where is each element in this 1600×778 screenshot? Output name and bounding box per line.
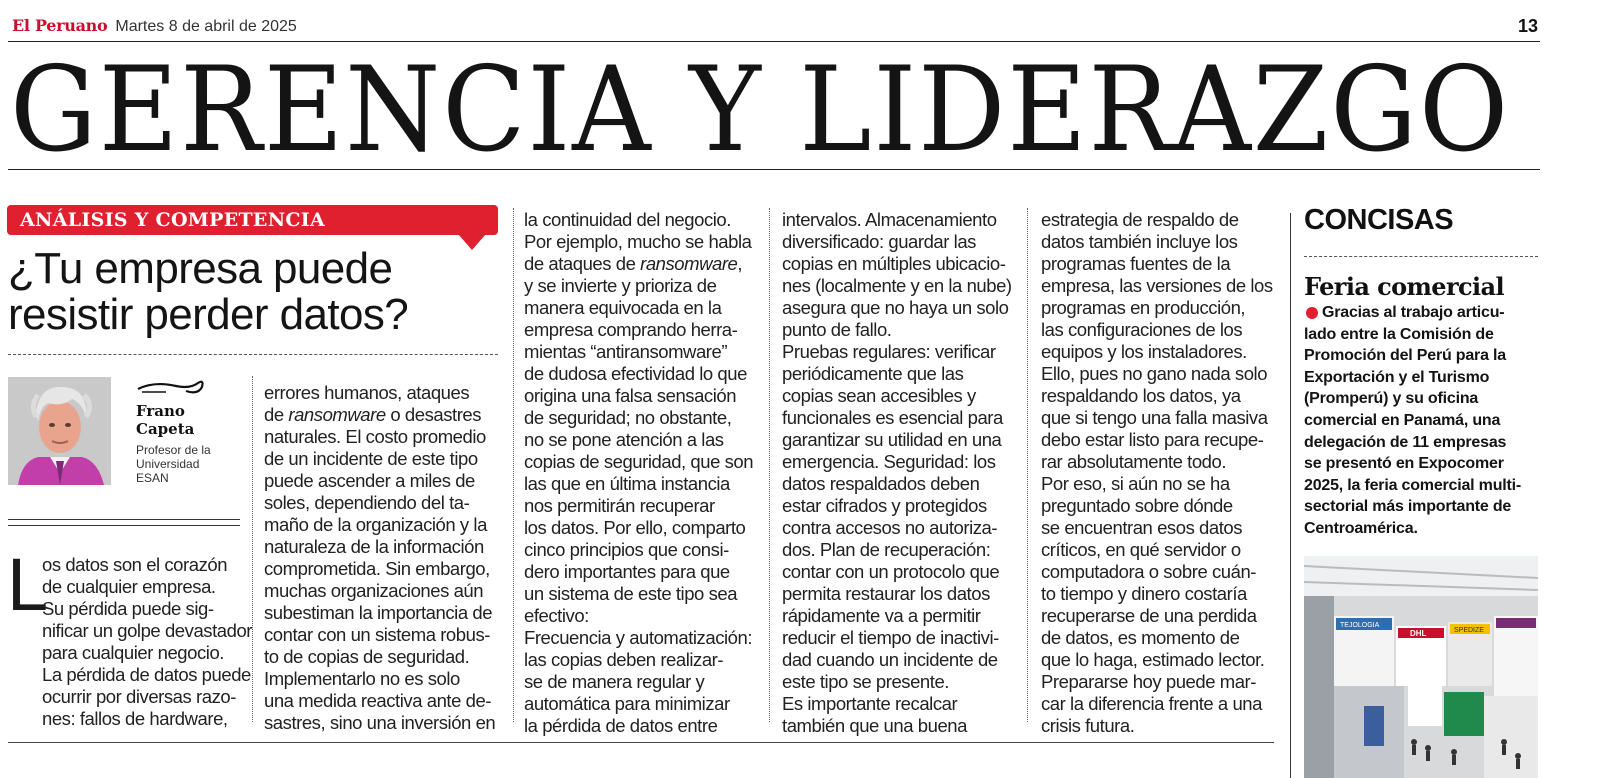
article-line: car la diferencia frente a una: [1041, 693, 1262, 714]
article-column-2: [264, 382, 495, 734]
article-line: que si tengo una falla masiva: [1041, 407, 1268, 428]
article-column-1: [42, 554, 252, 730]
sidebar-title-rule: [1304, 256, 1538, 257]
article-line: empresa comprando herra-: [524, 319, 738, 340]
article-line: intervalos. Almacenamiento: [782, 209, 997, 230]
article-line: dero importantes para que: [524, 561, 730, 582]
article-line: la continuidad del negocio.: [524, 209, 731, 230]
article-line: crisis futura.: [1041, 715, 1135, 736]
author-rule-bottom: [8, 525, 240, 526]
article-line: también que una buena: [782, 715, 967, 736]
article-line: la pérdida de datos entre: [524, 715, 718, 736]
article-line: para cualquier negocio.: [42, 642, 224, 663]
article-line: comprometida. Sin embargo,: [264, 558, 490, 579]
article-line: nificar un golpe devastador: [42, 620, 252, 641]
article-line: maño de la organización y la: [264, 514, 487, 535]
article-line: Por eso, si aún no se ha: [1041, 473, 1230, 494]
column-divider: [252, 376, 253, 722]
article-line: de ataques de ransomware,: [524, 253, 743, 274]
article-line: permita restaurar los datos: [782, 583, 990, 604]
sidebar-item-line: 2025, la feria comercial multi-: [1304, 476, 1522, 494]
article-line: funcionales es esencial para: [782, 407, 1003, 428]
masthead-logo: El Peruano: [12, 16, 108, 35]
column-divider: [1027, 208, 1028, 722]
article-column-3: [524, 209, 753, 737]
article-line: errores humanos, ataques: [264, 382, 470, 403]
issue-date: Martes 8 de abril de 2025: [115, 18, 297, 35]
article-line: recuperarse de una perdida: [1041, 605, 1257, 626]
sidebar-item-title: Feria comercial: [1304, 272, 1504, 301]
article-line: las que en última instancia: [524, 473, 730, 494]
sidebar-item-line: (Promperú) y su oficina: [1304, 390, 1479, 408]
article-line: efectivo:: [524, 605, 589, 626]
article-line: copias en múltiples ubicacio-: [782, 253, 1006, 274]
article-line: reducir el tiempo de inactivi-: [782, 627, 999, 648]
author-name-line: Frano: [136, 402, 185, 420]
author-role-line: ESAN: [136, 471, 169, 485]
article-line: de cualquier empresa.: [42, 576, 216, 597]
article-line: cinco principios que consi-: [524, 539, 729, 560]
pen-icon: [136, 377, 206, 402]
article-line: periódicamente que las: [782, 363, 964, 384]
author-rule-top: [8, 519, 240, 520]
sidebar-divider: [1290, 213, 1291, 778]
booth-banner: TEJOLOGIA: [1340, 622, 1380, 629]
article-line: este tipo se presente.: [782, 671, 949, 692]
article-line: mientas “antiransomware”: [524, 341, 728, 362]
sidebar-item-line: delegación de 11 empresas: [1304, 433, 1507, 451]
article-line: Implementarlo no es solo: [264, 668, 460, 689]
article-line: emergencia. Seguridad: los: [782, 451, 996, 472]
article-line: un sistema de este tipo sea: [524, 583, 738, 604]
column-divider: [513, 208, 514, 722]
article-line: datos también incluye los: [1041, 231, 1238, 252]
kicker-banner: [7, 205, 498, 235]
article-line: los datos. Por ello, comparto: [524, 517, 746, 538]
article-line: punto de fallo.: [782, 319, 892, 340]
article-line: respaldando los datos, ya: [1041, 385, 1241, 406]
article-line: dad cuando un incidente de: [782, 649, 998, 670]
article-line: automática para minimizar: [524, 693, 730, 714]
article-line: se encuentran esos datos: [1041, 517, 1243, 538]
kicker-pointer-icon: [458, 234, 486, 250]
article-line: no se pone atención a las: [524, 429, 724, 450]
sidebar-item-line: Promoción del Perú para la: [1304, 347, 1506, 365]
article-line: to de copias de seguridad.: [264, 646, 470, 667]
headline-line: ¿Tu empresa puede: [8, 244, 393, 293]
article-line: dos. Plan de recuperación:: [782, 539, 991, 560]
article-line: Prepararse hoy puede mar-: [1041, 671, 1256, 692]
headline-line: resistir perder datos?: [8, 290, 409, 339]
column-divider: [769, 208, 770, 722]
sidebar-item-line: Centroamérica.: [1304, 519, 1418, 537]
article-line: naturales. El costo promedio: [264, 426, 486, 447]
article-line: de ransomware o desastres: [264, 404, 482, 425]
article-line: copias de seguridad, que son: [524, 451, 754, 472]
article-line: puede ascender a miles de: [264, 470, 475, 491]
article-line: preguntado sobre dónde: [1041, 495, 1233, 516]
article-line: empresa, las versiones de los: [1041, 275, 1273, 296]
article-line: Es importante recalcar: [782, 693, 958, 714]
article-line: de dudosa efectividad lo que: [524, 363, 747, 384]
article-line: y se invierte y prioriza de: [524, 275, 717, 296]
sidebar-item-line: lado entre la Comisión de: [1304, 325, 1494, 343]
article-line: de datos, es momento de: [1041, 627, 1240, 648]
article-line: programas en producción,: [1041, 297, 1246, 318]
sidebar-item-line: comercial en Panamá, una: [1304, 411, 1501, 429]
article-line: equipos y los instaladores.: [1041, 341, 1247, 362]
article-line: naturaleza de la información: [264, 536, 484, 557]
page-number: 13: [1517, 16, 1538, 36]
headline-rule: [8, 354, 498, 355]
article-line: to tiempo y dinero costaría: [1041, 583, 1247, 604]
article-line: debo estar listo para recupe-: [1041, 429, 1264, 450]
sidebar-item-line: Exportación y el Turismo: [1304, 368, 1490, 386]
article-line: Por ejemplo, mucho se habla: [524, 231, 752, 252]
article-line: de seguridad; no obstante,: [524, 407, 732, 428]
article-line: críticos, en qué servidor o: [1041, 539, 1241, 560]
section-rule: [8, 169, 1540, 170]
sidebar-title: CONCISAS: [1304, 204, 1454, 236]
article-line: garantizar su utilidad en una: [782, 429, 1002, 450]
article-line: estar cifrados y protegidos: [782, 495, 987, 516]
article-line: una medida reactiva ante de-: [264, 690, 492, 711]
author-name-line: Capeta: [136, 420, 195, 438]
author-name: [136, 402, 194, 438]
article-line: las configuraciones de los: [1041, 319, 1243, 340]
expo-photo: [1304, 556, 1538, 778]
article-bottom-rule: [8, 742, 1274, 743]
dropcap: L: [7, 543, 49, 626]
article-line: ocurrir por diversas razo-: [42, 686, 236, 707]
booth-banner: SPEDIZE: [1454, 627, 1484, 634]
article-line: nes (localmente y en la nube): [782, 275, 1012, 296]
article-line: contar con un protocolo que: [782, 561, 1000, 582]
sidebar-item-line: se presentó en Expocomer: [1304, 455, 1504, 473]
article-line: diversificado: guardar las: [782, 231, 976, 252]
author-role-line: Universidad: [136, 457, 200, 471]
article-line: datos respaldados deben: [782, 473, 980, 494]
article-line: rápidamente va a permitir: [782, 605, 981, 626]
author-photo: [8, 377, 111, 485]
article-line: nos permitirán recuperar: [524, 495, 715, 516]
article-line: las copias deben realizar-: [524, 649, 724, 670]
article-line: muchas organizaciones aún: [264, 580, 484, 601]
article-line: sastres, sino una inversión en: [264, 712, 496, 733]
article-line: rar absolutamente todo.: [1041, 451, 1227, 472]
article-column-4: [782, 209, 1012, 737]
article-line: contar con un sistema robus-: [264, 624, 490, 645]
article-line: programas fuentes de la: [1041, 253, 1231, 274]
booth-banner: DHL: [1410, 629, 1427, 638]
article-line: origina una falsa sensación: [524, 385, 737, 406]
article-line: soles, dependiendo del ta-: [264, 492, 470, 513]
article-line: se de manera regular y: [524, 671, 705, 692]
section-title: GERENCIA Y LIDERAZGO: [10, 41, 1511, 178]
author-role: [136, 443, 211, 485]
article-line: Pruebas regulares: verificar: [782, 341, 996, 362]
sidebar-item-text: [1304, 302, 1521, 540]
article-line: asegura que no haya un solo: [782, 297, 1009, 318]
article-line: nes: fallos de hardware,: [42, 708, 228, 729]
article-line: Frecuencia y automatización:: [524, 627, 753, 648]
article-line: de un incidente de este tipo: [264, 448, 478, 469]
article-line: La pérdida de datos puede: [42, 664, 251, 685]
article-column-5: [1041, 209, 1273, 737]
article-line: Ello, pues no gano nada solo: [1041, 363, 1268, 384]
sidebar-item-line: Gracias al trabajo articu-: [1322, 304, 1505, 321]
article-line: contra accesos no autoriza-: [782, 517, 998, 538]
article-line: os datos son el corazón: [42, 554, 228, 575]
sidebar-item-line: sectorial más importante de: [1304, 498, 1512, 516]
page-header: [12, 16, 1540, 40]
article-line: copias sean accesibles y: [782, 385, 976, 406]
article-line: Su pérdida puede sig-: [42, 598, 214, 619]
article-line: estrategia de respaldo de: [1041, 209, 1239, 230]
article-line: manera equivocada en la: [524, 297, 722, 318]
kicker-label: ANÁLISIS Y COMPETENCIA: [20, 209, 326, 231]
author-role-line: Profesor de la: [136, 443, 211, 457]
headline: [8, 246, 408, 338]
author-portrait: [8, 377, 111, 485]
article-line: que lo haga, estimado lector.: [1041, 649, 1265, 670]
article-line: computadora o sobre cuán-: [1041, 561, 1256, 582]
article-line: subestiman la importancia de: [264, 602, 493, 623]
